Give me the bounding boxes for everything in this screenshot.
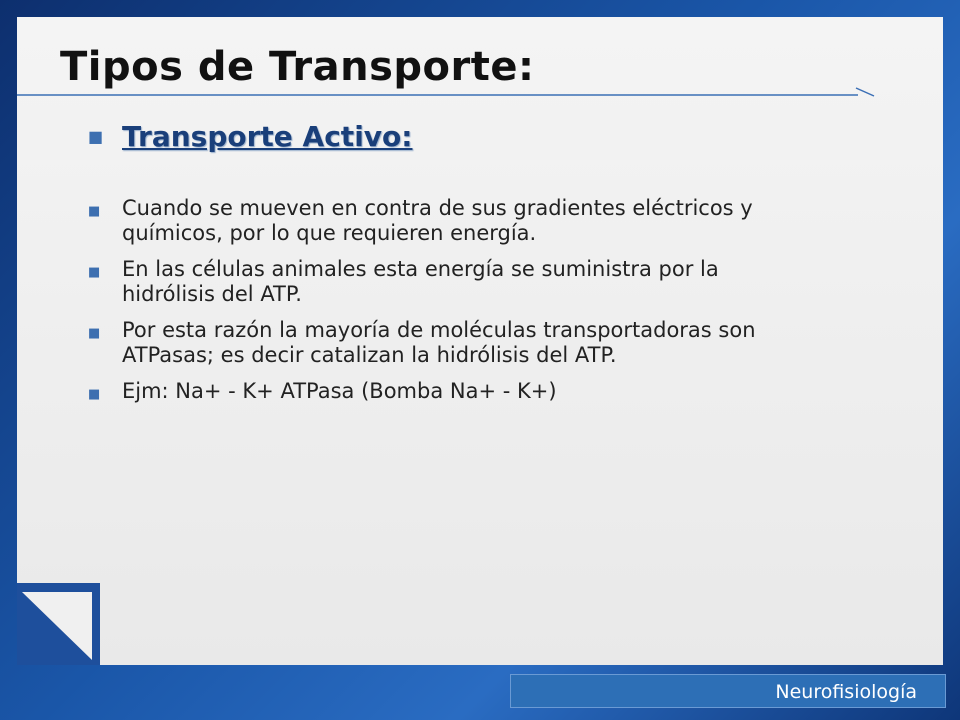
- square-bullet-icon: ■: [88, 204, 101, 219]
- heading-text: Transporte Activo:: [122, 120, 413, 153]
- list-item: [88, 196, 818, 246]
- list-item: [88, 257, 818, 307]
- list-item-text: En las células animales esta energía se suministra por la hidrólisis del ATP.: [122, 257, 719, 306]
- bullet-list: [88, 196, 818, 404]
- square-bullet-icon: ■: [88, 265, 101, 280]
- list-item-text: Por esta razón la mayoría de moléculas transportadoras son ATPasas; es decir catalizan la hidrólisis del ATP.: [122, 318, 756, 367]
- slide-title: Tipos de Transporte:: [60, 44, 535, 90]
- list-item-text: Ejm: Na+ - K+ ATPasa (Bomba Na+ - K+): [122, 379, 557, 403]
- list-item: [88, 318, 818, 368]
- slide-content: [88, 120, 818, 415]
- square-bullet-icon: ■: [88, 127, 104, 146]
- list-item-text: Cuando se mueven en contra de sus gradientes eléctricos y químicos, por lo que requieren energía.: [122, 196, 753, 245]
- section-heading: [88, 120, 818, 160]
- square-bullet-icon: ■: [88, 387, 101, 402]
- footer-label: Neurofisiología: [510, 674, 946, 708]
- list-item: [88, 379, 818, 404]
- square-bullet-icon: ■: [88, 326, 101, 341]
